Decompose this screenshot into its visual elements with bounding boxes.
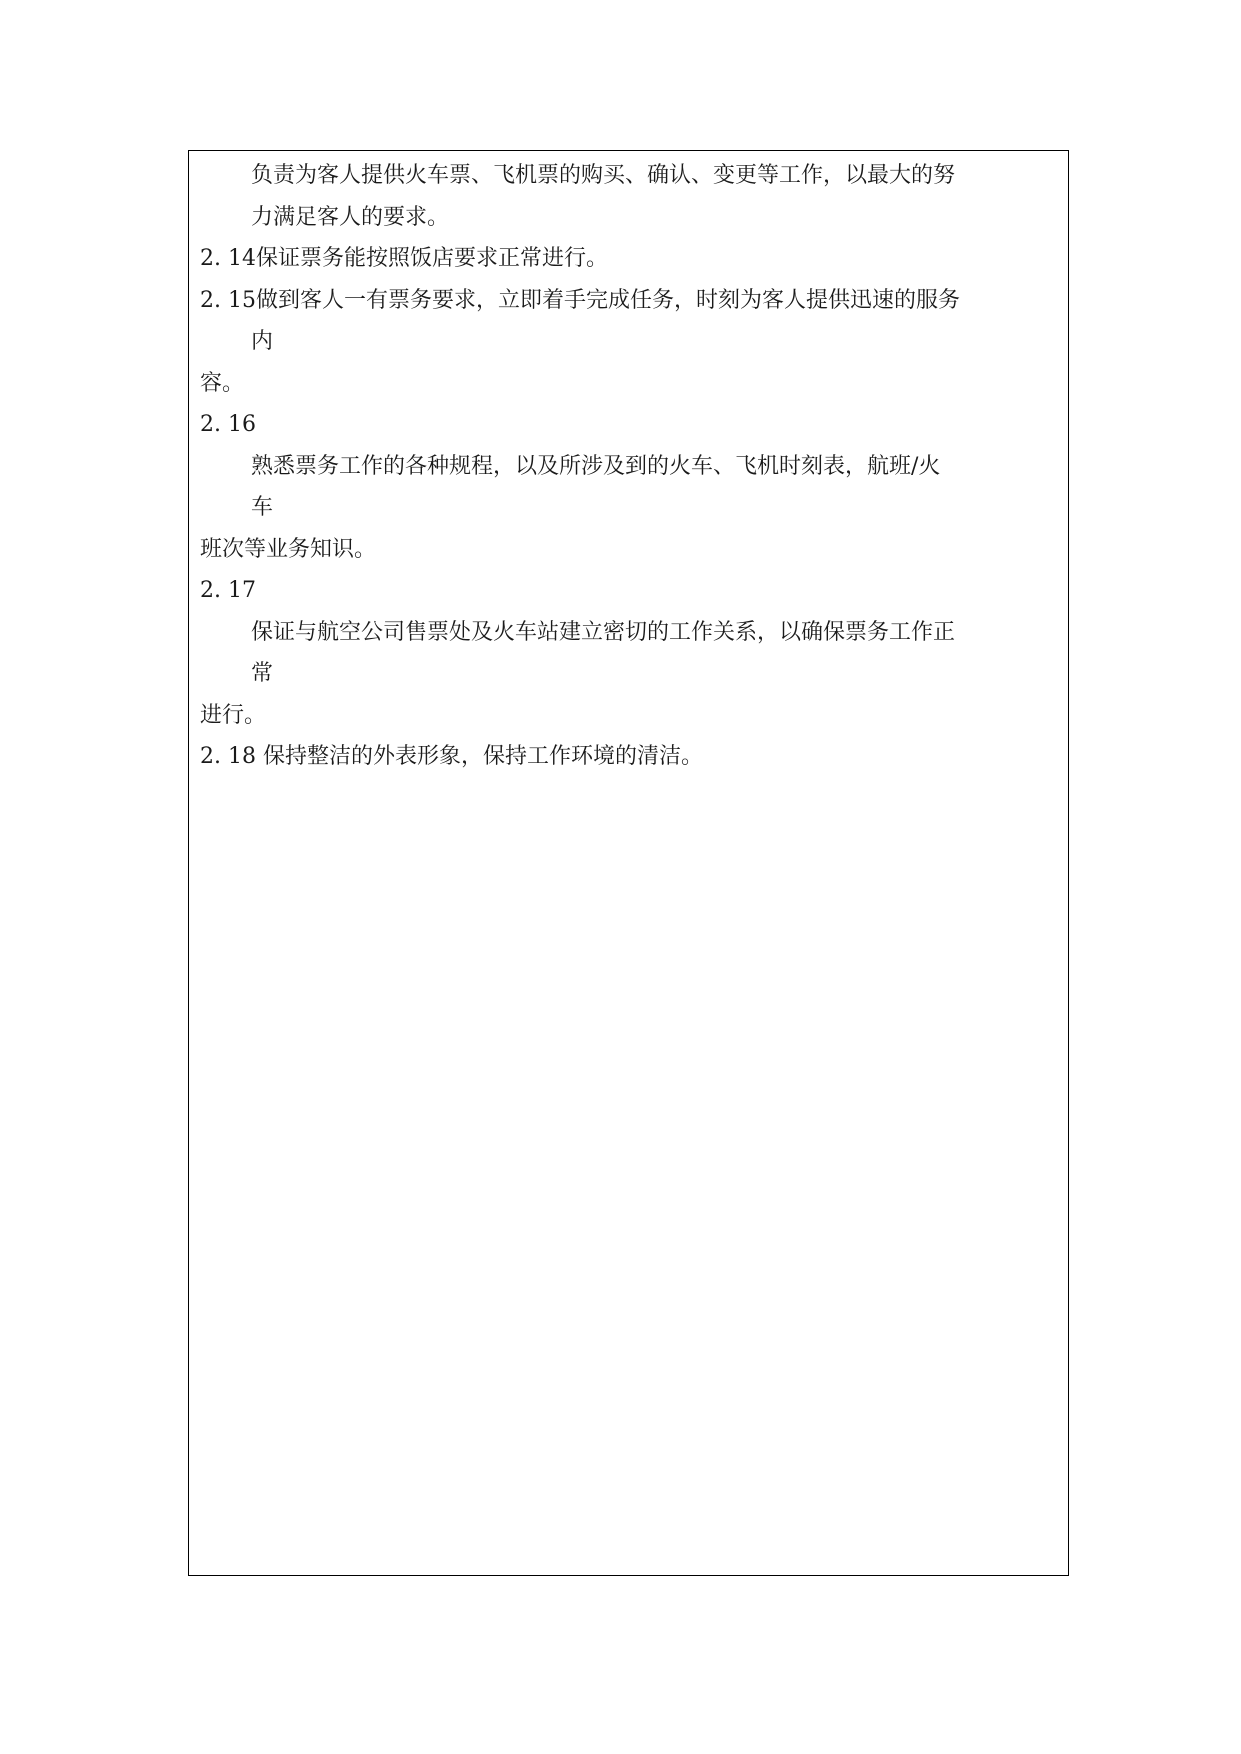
text-line-item-2-15: 2. 15做到客人一有票务要求，立即着手完成任务，时刻为客人提供迅速的服务 [200, 288, 960, 313]
text-line-item-2-14: 2. 14保证票务能按照饭店要求正常进行。 [200, 246, 608, 271]
text-line-item-2-15-end: 容。 [200, 371, 245, 396]
text-line-item-2-18: 2. 18 保持整洁的外表形象，保持工作环境的清洁。 [200, 744, 703, 769]
text-line-item-2-17-wrap: 常 [251, 661, 274, 686]
text-line-item-2-16-end: 班次等业务知识。 [200, 537, 377, 562]
text-line-ticket-duties-cont: 力满足客人的要求。 [251, 205, 450, 230]
text-line-item-2-17: 保证与航空公司售票处及火车站建立密切的工作关系，以确保票务工作正 [251, 620, 956, 645]
text-line-ticket-duties: 负责为客人提供火车票、飞机票的购买、确认、变更等工作，以最大的努 [251, 163, 956, 188]
content-frame [188, 150, 1069, 1576]
text-line-item-2-16-number: 2. 16 [200, 412, 256, 437]
text-line-item-2-16-wrap: 车 [251, 495, 274, 520]
text-line-item-2-16: 熟悉票务工作的各种规程，以及所涉及到的火车、飞机时刻表，航班/火 [251, 454, 941, 479]
text-line-item-2-15-wrap: 内 [251, 329, 274, 354]
text-line-item-2-17-number: 2. 17 [200, 578, 256, 603]
text-line-item-2-17-end: 进行。 [200, 703, 267, 728]
